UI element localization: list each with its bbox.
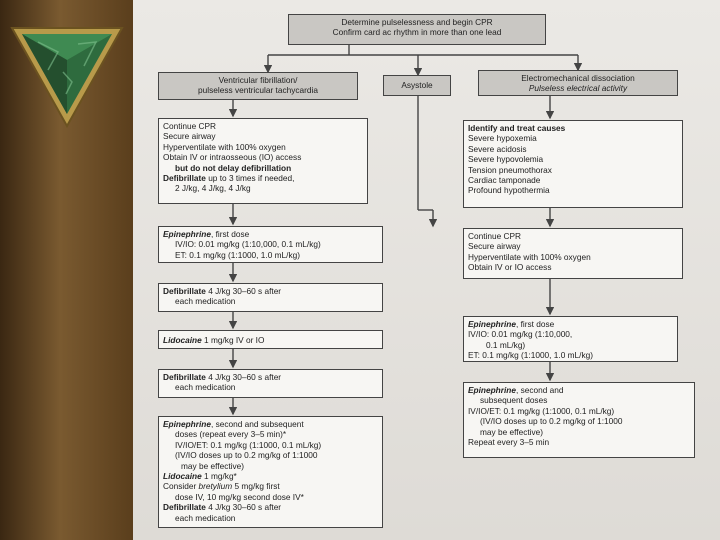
box-text: Repeat every 3–5 min <box>468 437 550 448</box>
box-text: Consider <box>163 481 199 492</box>
box-text: Electromechanical dissociation <box>521 73 635 83</box>
box-text: Defibrillate <box>163 372 206 382</box>
box-text: Pulseless electrical activity <box>528 83 628 94</box>
box-identify-causes <box>463 120 683 208</box>
box-text: each medication <box>175 382 236 393</box>
flowchart-page <box>133 0 720 540</box>
box-text: 5 mg/kg first <box>232 481 280 492</box>
box-text: Epinephrine <box>163 229 211 239</box>
box-text: ET: 0.1 mg/kg (1:1000, 1.0 mL/kg) <box>468 350 593 361</box>
box-text: Defibrillate <box>163 286 206 296</box>
box-text: Tension pneumothorax <box>468 164 552 175</box>
box-epinephrine-first-dose-right <box>463 316 678 362</box>
sidebar <box>0 0 133 540</box>
box-text: Secure airway <box>468 241 521 252</box>
box-text: , second and <box>515 385 564 395</box>
box-text: Epinephrine <box>163 419 211 429</box>
box-text: Continue CPR <box>468 231 522 241</box>
box-text: Epinephrine <box>468 385 516 395</box>
box-ventricular-fibrillation <box>158 72 358 100</box>
box-text: 4 J/kg 30–60 s after <box>205 286 282 296</box>
box-text: Asystole <box>401 80 433 90</box>
box-text: Cardiac tamponade <box>468 175 541 186</box>
box-text: ET: 0.1 mg/kg (1:1000, 1.0 mL/kg) <box>175 249 300 260</box>
box-text: 1 mg/kg* <box>201 471 237 482</box>
box-text: each medication <box>175 296 236 307</box>
box-text: , second and subsequent <box>210 419 304 429</box>
box-continue-cpr-right <box>463 228 683 279</box>
box-text: 1 mg/kg IV or IO <box>201 335 265 345</box>
box-lidocaine <box>158 330 383 349</box>
box-text: dose IV, 10 mg/kg second dose IV* <box>175 491 304 502</box>
box-text: Determine pulselessness and begin CPR <box>341 17 493 27</box>
box-text: IV/IO/ET: 0.1 mg/kg (1:1000, 0.1 mL/kg) <box>468 405 615 416</box>
box-electromechanical-dissociation <box>478 70 678 96</box>
box-epinephrine-first-dose-vf <box>158 226 383 263</box>
box-text: IV/IO/ET: 0.1 mg/kg (1:1000, 0.1 mL/kg) <box>175 439 322 450</box>
box-text: Defibrillate <box>163 173 206 184</box>
box-text: Ventricular fibrillation/ <box>218 75 298 85</box>
box-text: may be effective) <box>480 426 544 437</box>
box-defibrillate-2 <box>158 369 383 398</box>
box-text: Continue CPR <box>163 121 217 131</box>
box-text: doses (repeat every 3–5 min)* <box>175 429 287 440</box>
box-text: Epinephrine <box>468 319 516 329</box>
box-text: Defibrillate <box>163 502 206 513</box>
box-text: Obtain IV or intraosseous (IO) access <box>163 152 302 163</box>
box-text: IV/IO: 0.01 mg/kg (1:10,000, <box>468 329 573 340</box>
box-text: may be effective) <box>181 460 245 471</box>
box-text: Severe hypovolemia <box>468 154 544 165</box>
box-text: Lidocaine <box>163 335 202 345</box>
box-text: IV/IO: 0.01 mg/kg (1:10,000, 0.1 mL/kg) <box>175 239 321 250</box>
box-text: , first dose <box>210 229 250 239</box>
box-vf-actions <box>158 118 368 204</box>
box-asystole <box>383 75 451 96</box>
box-text: Obtain IV or IO access <box>468 262 552 273</box>
box-text: 4 J/kg 30–60 s after <box>205 502 282 513</box>
box-defibrillate-1 <box>158 283 383 312</box>
box-text: 4 J/kg 30–60 s after <box>205 372 282 382</box>
box-text: each medication <box>175 512 236 523</box>
box-text: , first dose <box>515 319 555 329</box>
box-determine-pulselessness <box>288 14 546 45</box>
box-text: 0.1 mL/kg) <box>486 339 526 350</box>
box-text: Identify and treat causes <box>468 123 566 133</box>
box-text: Profound hypothermia <box>468 185 550 196</box>
box-text: (IV/IO doses up to 0.2 mg/kg of 1:1000 <box>175 450 318 461</box>
box-text: up to 3 times if needed, <box>205 173 295 184</box>
box-text: but do not delay defibrillation <box>175 162 292 173</box>
box-epinephrine-subsequent-vf <box>158 416 383 528</box>
box-epinephrine-subsequent-right <box>463 382 695 458</box>
box-text: Severe acidosis <box>468 143 527 154</box>
box-text: bretylium <box>198 481 233 492</box>
box-text: Lidocaine <box>163 471 202 482</box>
box-text: Confirm card ac rhythm in more than one lead <box>332 27 502 38</box>
box-text: Hyperventilate with 100% oxygen <box>163 141 286 152</box>
box-text: Hyperventilate with 100% oxygen <box>468 251 591 262</box>
box-text: Severe hypoxemia <box>468 133 537 144</box>
box-text: subsequent doses <box>480 395 548 406</box>
logo-triangle-icon <box>8 22 126 130</box>
box-text: 2 J/kg, 4 J/kg, 4 J/kg <box>175 183 251 194</box>
box-text: (IV/IO doses up to 0.2 mg/kg of 1:1000 <box>480 416 623 427</box>
box-text: pulseless ventricular tachycardia <box>198 85 318 96</box>
box-text: Secure airway <box>163 131 216 142</box>
